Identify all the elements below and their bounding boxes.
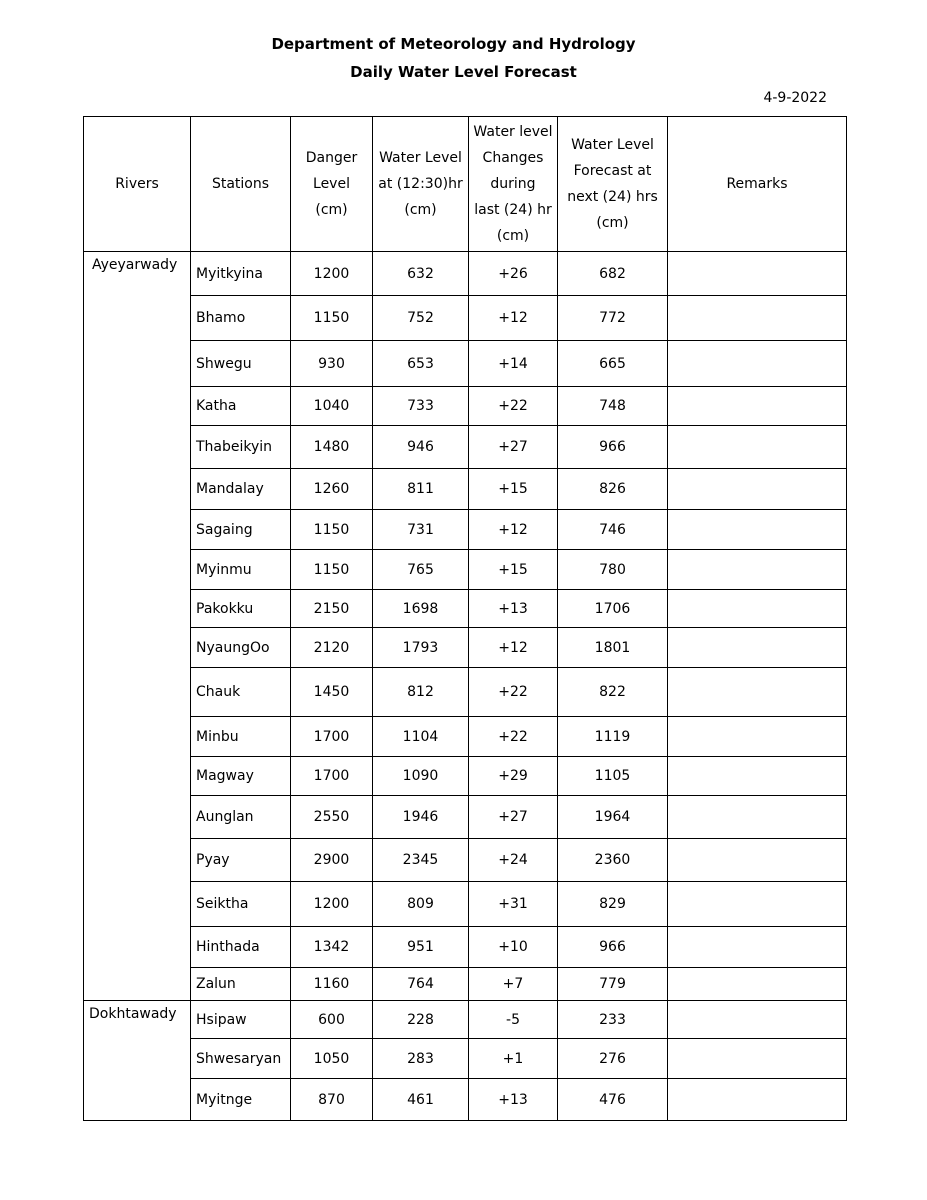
station-name: Pyay <box>191 839 291 882</box>
river-name: Ayeyarwady <box>84 252 191 1001</box>
table-row <box>84 469 847 510</box>
danger-level-cell: 870 <box>291 1079 373 1121</box>
remarks-cell <box>668 590 847 628</box>
danger-level-cell: 1700 <box>291 717 373 757</box>
danger-level-cell: 2120 <box>291 628 373 668</box>
col-header-rivers: Rivers <box>84 117 191 252</box>
water-level-cell: 1793 <box>373 628 469 668</box>
danger-level-cell: 1450 <box>291 668 373 717</box>
station-name: Magway <box>191 757 291 796</box>
report-date: 4-9-2022 <box>763 90 827 106</box>
change-cell: +14 <box>469 341 558 387</box>
station-name: Myitkyina <box>191 252 291 296</box>
station-name: Chauk <box>191 668 291 717</box>
water-level-cell: 1946 <box>373 796 469 839</box>
remarks-cell <box>668 550 847 590</box>
danger-level-cell: 1150 <box>291 296 373 341</box>
remarks-cell <box>668 1039 847 1079</box>
danger-level-cell: 1150 <box>291 510 373 550</box>
change-cell: +27 <box>469 426 558 469</box>
water-level-cell: 1104 <box>373 717 469 757</box>
forecast-cell: 779 <box>558 968 668 1001</box>
table-row <box>84 252 847 296</box>
change-cell: +12 <box>469 510 558 550</box>
col-header-water-level: Water Level at (12:30)hr (cm) <box>373 117 469 252</box>
col-header-changes: Water level Changes during last (24) hr (cm) <box>469 117 558 252</box>
remarks-cell <box>668 1001 847 1039</box>
table-row <box>84 1079 847 1121</box>
change-cell: +24 <box>469 839 558 882</box>
table-row <box>84 927 847 968</box>
change-cell: +13 <box>469 590 558 628</box>
table-row <box>84 796 847 839</box>
station-name: Myitnge <box>191 1079 291 1121</box>
table-header-row <box>84 117 847 252</box>
remarks-cell <box>668 717 847 757</box>
table-row <box>84 426 847 469</box>
forecast-cell: 682 <box>558 252 668 296</box>
remarks-cell <box>668 927 847 968</box>
table-row <box>84 757 847 796</box>
station-name: Minbu <box>191 717 291 757</box>
table-row <box>84 341 847 387</box>
danger-level-cell: 1160 <box>291 968 373 1001</box>
col-header-danger-level: Danger Level (cm) <box>291 117 373 252</box>
station-name: Mandalay <box>191 469 291 510</box>
remarks-cell <box>668 387 847 426</box>
remarks-cell <box>668 796 847 839</box>
danger-level-cell: 600 <box>291 1001 373 1039</box>
danger-level-cell: 2900 <box>291 839 373 882</box>
water-level-cell: 228 <box>373 1001 469 1039</box>
table-row <box>84 590 847 628</box>
remarks-cell <box>668 839 847 882</box>
remarks-cell <box>668 296 847 341</box>
remarks-cell <box>668 252 847 296</box>
forecast-cell: 822 <box>558 668 668 717</box>
forecast-cell: 1105 <box>558 757 668 796</box>
water-level-cell: 951 <box>373 927 469 968</box>
change-cell: +12 <box>469 296 558 341</box>
forecast-cell: 966 <box>558 927 668 968</box>
table-row <box>84 550 847 590</box>
table-row <box>84 717 847 757</box>
department-title: Department of Meteorology and Hydrology <box>271 35 636 53</box>
forecast-cell: 829 <box>558 882 668 927</box>
station-name: Hinthada <box>191 927 291 968</box>
forecast-cell: 1964 <box>558 796 668 839</box>
danger-level-cell: 1200 <box>291 252 373 296</box>
change-cell: +22 <box>469 717 558 757</box>
station-name: Bhamo <box>191 296 291 341</box>
water-level-cell: 764 <box>373 968 469 1001</box>
danger-level-cell: 1480 <box>291 426 373 469</box>
water-level-cell: 2345 <box>373 839 469 882</box>
water-level-table <box>83 116 847 1121</box>
water-level-cell: 653 <box>373 341 469 387</box>
remarks-cell <box>668 426 847 469</box>
remarks-cell <box>668 757 847 796</box>
water-level-cell: 632 <box>373 252 469 296</box>
station-name: Aunglan <box>191 796 291 839</box>
water-level-cell: 461 <box>373 1079 469 1121</box>
change-cell: +12 <box>469 628 558 668</box>
table-row <box>84 296 847 341</box>
col-header-stations: Stations <box>191 117 291 252</box>
water-level-cell: 946 <box>373 426 469 469</box>
remarks-cell <box>668 628 847 668</box>
station-name: NyaungOo <box>191 628 291 668</box>
col-header-forecast: Water Level Forecast at next (24) hrs (cm) <box>558 117 668 252</box>
water-level-cell: 1090 <box>373 757 469 796</box>
change-cell: +31 <box>469 882 558 927</box>
table-row <box>84 387 847 426</box>
water-level-cell: 765 <box>373 550 469 590</box>
forecast-cell: 772 <box>558 296 668 341</box>
table-row <box>84 668 847 717</box>
water-level-cell: 733 <box>373 387 469 426</box>
change-cell: +22 <box>469 387 558 426</box>
station-name: Zalun <box>191 968 291 1001</box>
forecast-cell: 233 <box>558 1001 668 1039</box>
change-cell: +27 <box>469 796 558 839</box>
danger-level-cell: 1150 <box>291 550 373 590</box>
station-name: Katha <box>191 387 291 426</box>
danger-level-cell: 1200 <box>291 882 373 927</box>
danger-level-cell: 1040 <box>291 387 373 426</box>
forecast-cell: 2360 <box>558 839 668 882</box>
water-level-cell: 1698 <box>373 590 469 628</box>
forecast-cell: 826 <box>558 469 668 510</box>
station-name: Shwesaryan <box>191 1039 291 1079</box>
forecast-cell: 1801 <box>558 628 668 668</box>
station-name: Shwegu <box>191 341 291 387</box>
change-cell: -5 <box>469 1001 558 1039</box>
forecast-cell: 476 <box>558 1079 668 1121</box>
remarks-cell <box>668 469 847 510</box>
danger-level-cell: 1342 <box>291 927 373 968</box>
forecast-cell: 665 <box>558 341 668 387</box>
remarks-cell <box>668 1079 847 1121</box>
station-name: Seiktha <box>191 882 291 927</box>
change-cell: +29 <box>469 757 558 796</box>
change-cell: +15 <box>469 550 558 590</box>
station-name: Pakokku <box>191 590 291 628</box>
change-cell: +26 <box>469 252 558 296</box>
forecast-cell: 1119 <box>558 717 668 757</box>
water-level-cell: 812 <box>373 668 469 717</box>
water-level-cell: 283 <box>373 1039 469 1079</box>
danger-level-cell: 1050 <box>291 1039 373 1079</box>
table-row <box>84 882 847 927</box>
table-row <box>84 628 847 668</box>
change-cell: +15 <box>469 469 558 510</box>
change-cell: +10 <box>469 927 558 968</box>
table-row <box>84 510 847 550</box>
table-row <box>84 839 847 882</box>
remarks-cell <box>668 968 847 1001</box>
forecast-cell: 746 <box>558 510 668 550</box>
danger-level-cell: 1260 <box>291 469 373 510</box>
remarks-cell <box>668 882 847 927</box>
change-cell: +13 <box>469 1079 558 1121</box>
forecast-cell: 966 <box>558 426 668 469</box>
station-name: Myinmu <box>191 550 291 590</box>
forecast-cell: 276 <box>558 1039 668 1079</box>
forecast-cell: 748 <box>558 387 668 426</box>
danger-level-cell: 2550 <box>291 796 373 839</box>
station-name: Sagaing <box>191 510 291 550</box>
remarks-cell <box>668 510 847 550</box>
change-cell: +22 <box>469 668 558 717</box>
change-cell: +7 <box>469 968 558 1001</box>
col-header-remarks: Remarks <box>668 117 847 252</box>
water-level-cell: 809 <box>373 882 469 927</box>
water-level-cell: 811 <box>373 469 469 510</box>
remarks-cell <box>668 341 847 387</box>
table-row <box>84 1001 847 1039</box>
danger-level-cell: 2150 <box>291 590 373 628</box>
forecast-cell: 780 <box>558 550 668 590</box>
table-row <box>84 1039 847 1079</box>
table-row <box>84 968 847 1001</box>
station-name: Thabeikyin <box>191 426 291 469</box>
station-name: Hsipaw <box>191 1001 291 1039</box>
report-title: Daily Water Level Forecast <box>350 63 577 81</box>
water-level-cell: 752 <box>373 296 469 341</box>
danger-level-cell: 930 <box>291 341 373 387</box>
danger-level-cell: 1700 <box>291 757 373 796</box>
river-name: Dokhtawady <box>84 1001 191 1121</box>
forecast-cell: 1706 <box>558 590 668 628</box>
remarks-cell <box>668 668 847 717</box>
change-cell: +1 <box>469 1039 558 1079</box>
water-level-cell: 731 <box>373 510 469 550</box>
